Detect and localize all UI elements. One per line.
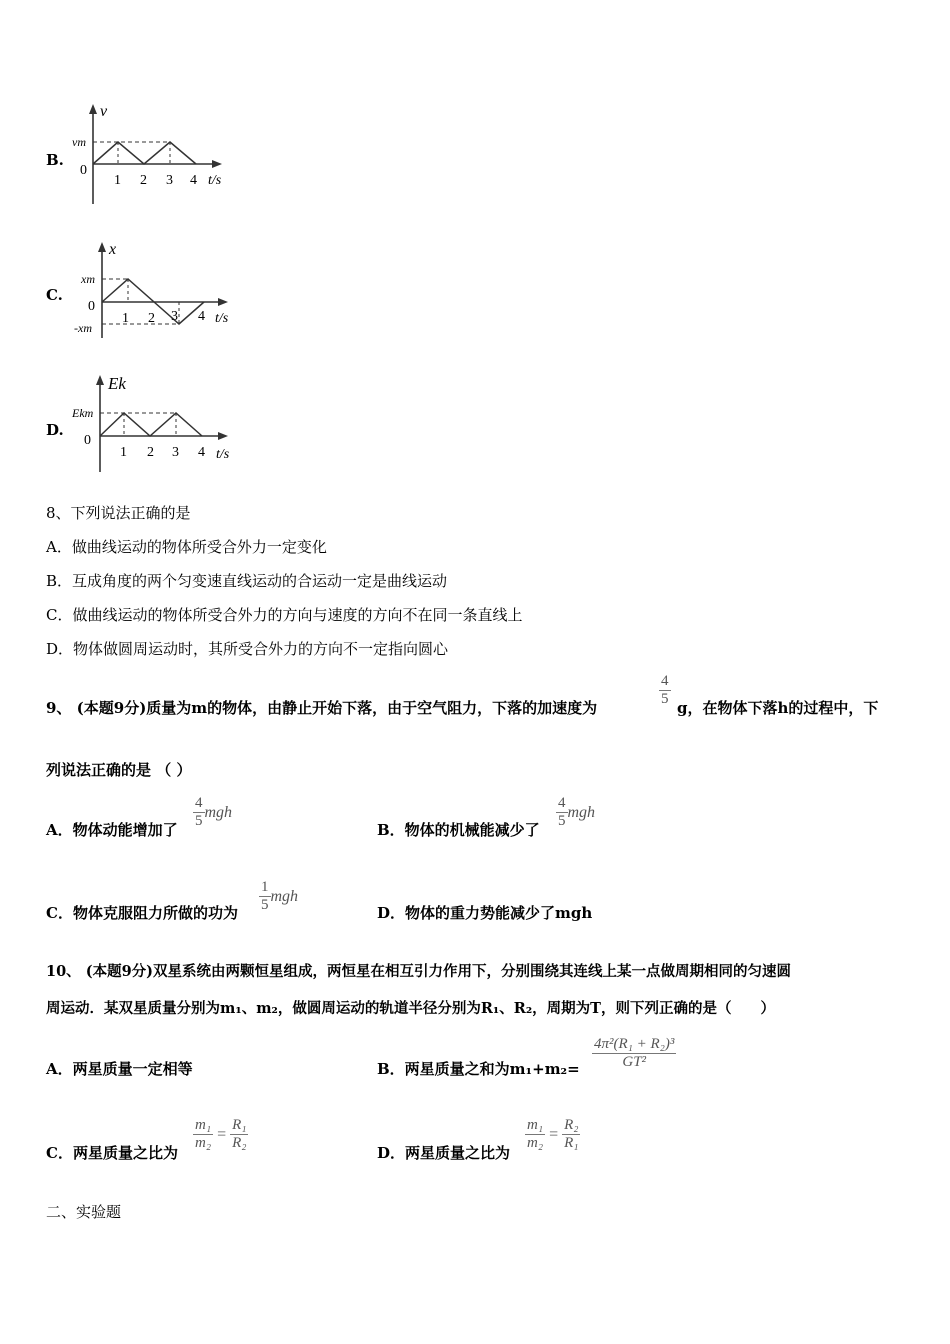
q10-c-eq: = — [217, 1125, 227, 1143]
q9-option-b-expr — [556, 795, 595, 830]
q10-option-c-expr — [193, 1117, 248, 1152]
section-heading: 二、实验题 — [46, 1203, 122, 1221]
graph-c-ylabel: x — [109, 241, 117, 258]
q9-b-den: 5 — [558, 813, 566, 829]
q9-c-mgh: mgh — [270, 888, 299, 905]
graph-c-tick-3: 3 — [171, 309, 178, 324]
graph-c — [72, 238, 237, 347]
q8-option-a: A．做曲线运动的物体所受合外力一定变化 — [46, 538, 327, 556]
graph-b-tick-3: 3 — [166, 173, 173, 188]
q8-option-b: B．互成角度的两个匀变速直线运动的合运动一定是曲线运动 — [46, 572, 448, 590]
graph-d-tick-4: 4 — [198, 445, 205, 460]
q10-d-lnum: m₁ — [527, 1117, 544, 1133]
option-d-label: D. — [46, 421, 64, 439]
q9-a-den: 5 — [195, 813, 203, 829]
graph-c-tick-4: 4 — [198, 309, 205, 324]
graph-b-peak-label: vm — [72, 135, 86, 149]
graph-d-tick-3: 3 — [172, 445, 179, 460]
q10-d-eq: = — [549, 1125, 559, 1143]
q9-stem-part2: g，在物体下落h的过程中，下 — [677, 699, 879, 717]
q9-a-num: 4 — [195, 795, 203, 811]
graph-b-origin: 0 — [80, 163, 87, 178]
q9-option-c: C．物体克服阻力所做的功为 — [46, 904, 238, 922]
graph-b-curve — [93, 142, 196, 164]
q9-c-den: 5 — [261, 897, 269, 913]
option-b-label: B. — [46, 151, 64, 169]
graph-d-origin: 0 — [84, 433, 91, 448]
q9-accel-fraction — [659, 673, 671, 708]
graph-c-tick-2: 2 — [148, 311, 155, 326]
q10-d-lden: m₂ — [527, 1135, 544, 1151]
graph-c-y-arrow — [98, 242, 106, 252]
graph-c-peak-label: xm — [81, 272, 95, 286]
graph-b-xlabel: t/s — [208, 173, 222, 188]
q9-b-mgh: mgh — [567, 804, 596, 821]
graph-b-x-arrow — [212, 160, 222, 168]
graph-d-x-arrow — [218, 432, 228, 440]
graph-d-xlabel: t/s — [216, 447, 230, 462]
graph-d-tick-1: 1 — [120, 445, 127, 460]
q8-stem: 8、下列说法正确的是 — [46, 504, 191, 522]
q10-option-c: C．两星质量之比为 — [46, 1144, 178, 1162]
q8-option-c: C．做曲线运动的物体所受合外力的方向与速度的方向不在同一条直线上 — [46, 606, 523, 624]
graph-d-tick-2: 2 — [147, 445, 154, 460]
q9-accel-num: 4 — [661, 673, 669, 689]
graph-b — [68, 100, 233, 214]
graph-b-y-arrow — [89, 104, 97, 114]
q9-stem-line2: 列说法正确的是 （ ） — [46, 761, 192, 779]
graph-c-trough-label: -xm — [74, 321, 92, 335]
q9-a-mgh: mgh — [204, 804, 233, 821]
q10-option-b: B．两星质量之和为m₁+m₂= — [377, 1060, 580, 1078]
graph-d-curve — [100, 413, 202, 436]
graph-d-y-arrow — [96, 375, 104, 385]
q10-c-rden: R₂ — [232, 1135, 247, 1151]
q10-c-lden: m₂ — [195, 1135, 212, 1151]
q10-stem-line2: 周运动．某双星质量分别为m₁、m₂，做圆周运动的轨道半径分别为R₁、R₂，周期为T，则下列正确的是（ ） — [46, 1000, 775, 1017]
graph-b-tick-1: 1 — [114, 173, 121, 188]
q9-c-num: 1 — [261, 879, 269, 895]
graph-d-peak-label: Ekm — [72, 406, 94, 420]
q10-option-d-expr — [525, 1117, 580, 1152]
graph-d — [70, 370, 240, 479]
option-c-label: C. — [46, 286, 63, 304]
q10-d-rnum: R₂ — [564, 1117, 579, 1133]
graph-d-ylabel: Ek — [108, 374, 126, 393]
graph-c-x-arrow — [218, 298, 228, 306]
q10-option-d: D．两星质量之比为 — [377, 1144, 511, 1162]
q10-option-a: A．两星质量一定相等 — [46, 1060, 193, 1078]
graph-c-origin: 0 — [88, 299, 95, 314]
q10-c-rnum: R₁ — [232, 1117, 247, 1133]
q9-option-b: B．物体的机械能减少了 — [377, 821, 540, 839]
graph-c-xlabel: t/s — [215, 311, 229, 326]
q9-option-a-expr — [193, 795, 232, 830]
graph-b-tick-4: 4 — [190, 173, 197, 188]
q9-option-c-expr — [259, 879, 298, 914]
q9-accel-den: 5 — [661, 691, 669, 707]
q9-option-d: D．物体的重力势能减少了mgh — [377, 904, 593, 922]
q10-d-rden: R₁ — [564, 1135, 579, 1151]
q9-option-a: A．物体动能增加了 — [46, 821, 178, 839]
q8-option-d: D．物体做圆周运动时，其所受合外力的方向不一定指向圆心 — [46, 640, 449, 658]
q10-b-den: GT² — [622, 1054, 647, 1070]
q9-b-num: 4 — [558, 795, 566, 811]
q10-b-num: 4π²(R₁ + R₂)³ — [594, 1036, 675, 1052]
q10-stem-line1: 10、 (本题9分)双星系统由两颗恒星组成，两恒星在相互引力作用下，分别围绕其连线上某一点做周期相同的匀速圆 — [46, 963, 792, 980]
q9-stem-part1: 9、 (本题9分)质量为m的物体，由静止开始下落，由于空气阻力，下落的加速度为 — [46, 699, 598, 717]
q10-option-b-expr — [592, 1036, 676, 1071]
graph-b-tick-2: 2 — [140, 173, 147, 188]
graph-b-ylabel: v — [100, 103, 108, 120]
q10-c-lnum: m₁ — [195, 1117, 212, 1133]
graph-c-tick-1: 1 — [122, 311, 129, 326]
